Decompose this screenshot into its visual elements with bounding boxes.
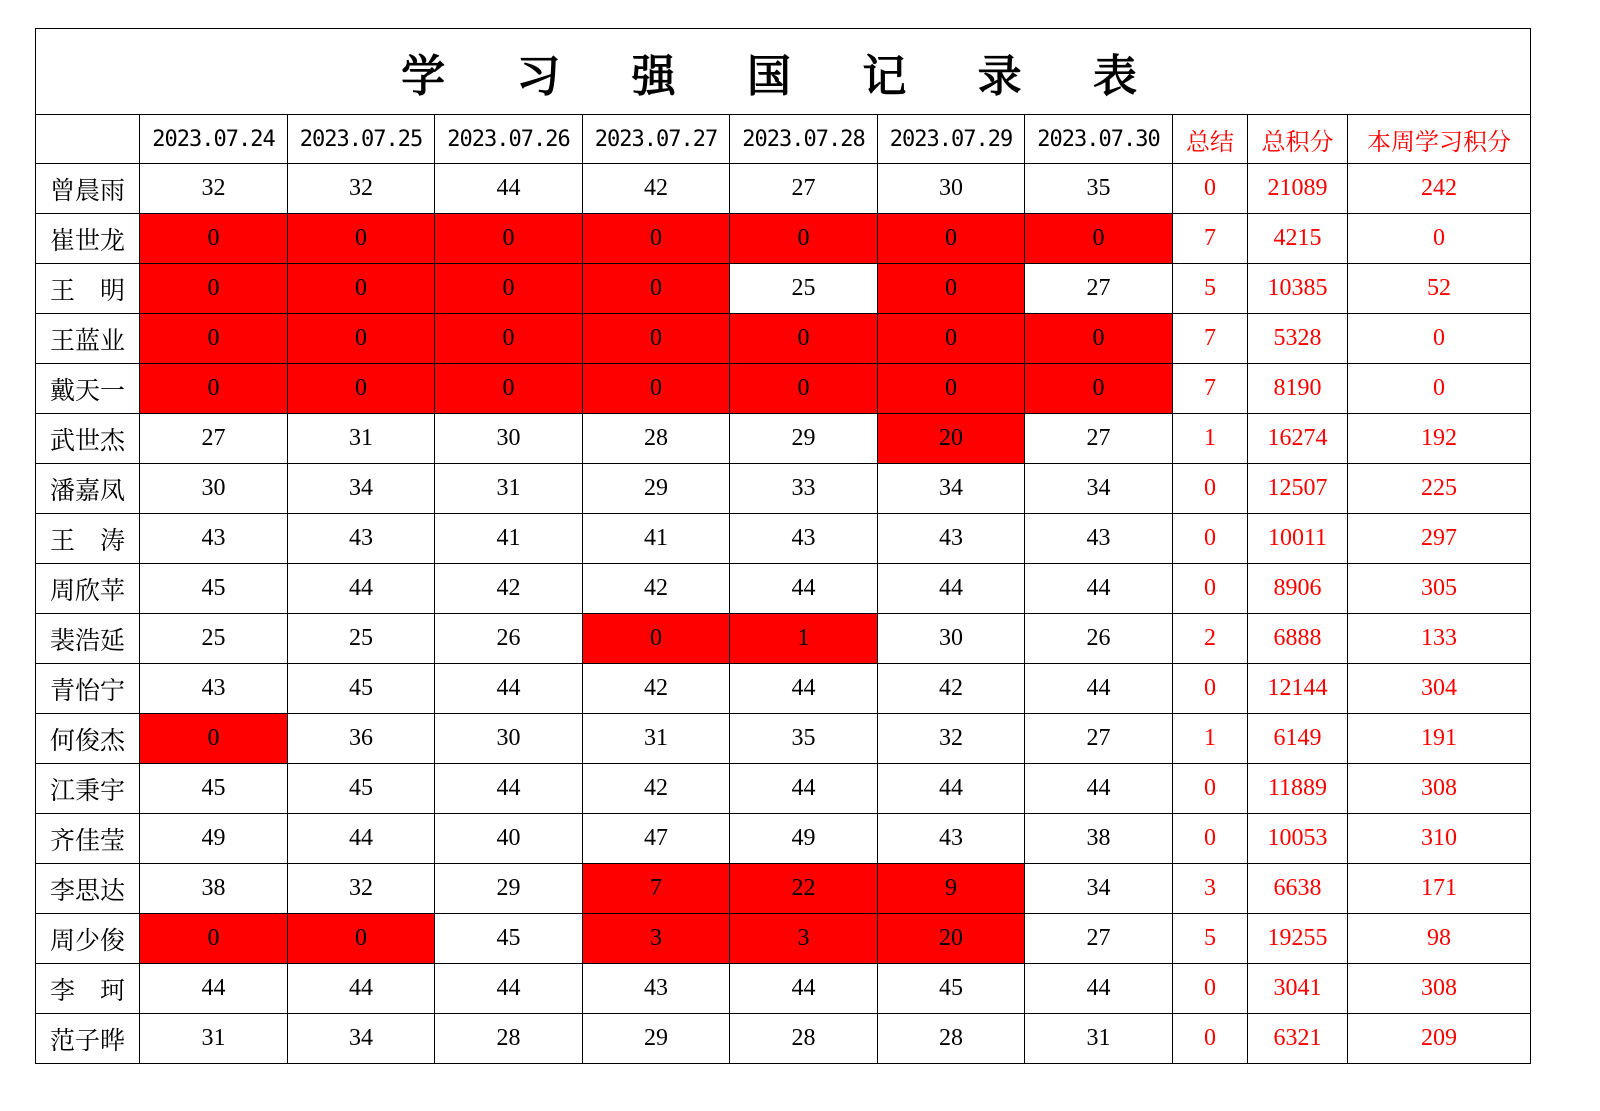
header-weekly: 本周学习积分 — [1348, 115, 1531, 164]
daily-score-cell: 43 — [1025, 514, 1173, 564]
header-row — [36, 115, 1531, 164]
table-body — [36, 164, 1531, 1064]
daily-score-cell: 43 — [288, 514, 435, 564]
student-name: 王蓝业 — [36, 314, 140, 364]
table-row — [36, 214, 1531, 264]
daily-score-cell: 27 — [1025, 714, 1173, 764]
weekly-score-cell: 191 — [1348, 714, 1531, 764]
daily-score-cell: 45 — [288, 664, 435, 714]
table-row — [36, 414, 1531, 464]
weekly-score-cell: 52 — [1348, 264, 1531, 314]
daily-score-cell: 34 — [878, 464, 1025, 514]
daily-score-cell: 44 — [288, 964, 435, 1014]
record-sheet — [35, 28, 1530, 1098]
daily-score-cell: 29 — [435, 864, 583, 914]
daily-score-cell: 31 — [140, 1014, 288, 1064]
student-name: 王 涛 — [36, 514, 140, 564]
daily-score-cell: 0 — [878, 314, 1025, 364]
student-name: 周少俊 — [36, 914, 140, 964]
table-row — [36, 664, 1531, 714]
daily-score-cell: 29 — [583, 1014, 730, 1064]
summary-cell: 7 — [1173, 364, 1248, 414]
summary-cell: 5 — [1173, 264, 1248, 314]
daily-score-cell: 43 — [878, 814, 1025, 864]
daily-score-cell: 45 — [878, 964, 1025, 1014]
student-name: 潘嘉凤 — [36, 464, 140, 514]
weekly-score-cell: 308 — [1348, 764, 1531, 814]
student-name: 周欣苹 — [36, 564, 140, 614]
summary-cell: 0 — [1173, 1014, 1248, 1064]
student-name: 范子晔 — [36, 1014, 140, 1064]
daily-score-cell: 7 — [583, 864, 730, 914]
daily-score-cell: 0 — [435, 314, 583, 364]
daily-score-cell: 0 — [1025, 214, 1173, 264]
daily-score-cell: 42 — [435, 564, 583, 614]
total-score-cell: 10385 — [1248, 264, 1348, 314]
student-name: 李 珂 — [36, 964, 140, 1014]
daily-score-cell: 42 — [583, 764, 730, 814]
daily-score-cell: 28 — [583, 414, 730, 464]
weekly-score-cell: 133 — [1348, 614, 1531, 664]
daily-score-cell: 0 — [288, 214, 435, 264]
student-name: 王 明 — [36, 264, 140, 314]
student-name: 崔世龙 — [36, 214, 140, 264]
daily-score-cell: 44 — [435, 764, 583, 814]
total-score-cell: 12507 — [1248, 464, 1348, 514]
summary-cell: 7 — [1173, 314, 1248, 364]
daily-score-cell: 0 — [435, 264, 583, 314]
student-name: 何俊杰 — [36, 714, 140, 764]
daily-score-cell: 27 — [1025, 414, 1173, 464]
total-score-cell: 11889 — [1248, 764, 1348, 814]
summary-cell: 0 — [1173, 514, 1248, 564]
daily-score-cell: 0 — [583, 614, 730, 664]
daily-score-cell: 41 — [583, 514, 730, 564]
daily-score-cell: 0 — [1025, 314, 1173, 364]
weekly-score-cell: 192 — [1348, 414, 1531, 464]
daily-score-cell: 45 — [140, 764, 288, 814]
daily-score-cell: 31 — [583, 714, 730, 764]
daily-score-cell: 28 — [435, 1014, 583, 1064]
daily-score-cell: 0 — [435, 214, 583, 264]
daily-score-cell: 43 — [730, 514, 878, 564]
total-score-cell: 16274 — [1248, 414, 1348, 464]
table-row — [36, 714, 1531, 764]
daily-score-cell: 25 — [288, 614, 435, 664]
daily-score-cell: 9 — [878, 864, 1025, 914]
daily-score-cell: 38 — [140, 864, 288, 914]
daily-score-cell: 22 — [730, 864, 878, 914]
daily-score-cell: 34 — [1025, 464, 1173, 514]
daily-score-cell: 29 — [583, 464, 730, 514]
daily-score-cell: 0 — [583, 364, 730, 414]
weekly-score-cell: 308 — [1348, 964, 1531, 1014]
daily-score-cell: 27 — [730, 164, 878, 214]
daily-score-cell: 44 — [1025, 764, 1173, 814]
daily-score-cell: 3 — [730, 914, 878, 964]
header-date: 2023.07.26 — [435, 115, 583, 164]
daily-score-cell: 36 — [288, 714, 435, 764]
daily-score-cell: 42 — [583, 664, 730, 714]
daily-score-cell: 42 — [583, 564, 730, 614]
daily-score-cell: 44 — [435, 164, 583, 214]
daily-score-cell: 0 — [288, 914, 435, 964]
daily-score-cell: 0 — [730, 314, 878, 364]
daily-score-cell: 44 — [730, 764, 878, 814]
daily-score-cell: 20 — [878, 414, 1025, 464]
summary-cell: 0 — [1173, 464, 1248, 514]
daily-score-cell: 45 — [140, 564, 288, 614]
daily-score-cell: 33 — [730, 464, 878, 514]
weekly-score-cell: 225 — [1348, 464, 1531, 514]
summary-cell: 5 — [1173, 914, 1248, 964]
daily-score-cell: 43 — [878, 514, 1025, 564]
summary-cell: 0 — [1173, 964, 1248, 1014]
total-score-cell: 3041 — [1248, 964, 1348, 1014]
daily-score-cell: 44 — [1025, 564, 1173, 614]
daily-score-cell: 35 — [1025, 164, 1173, 214]
daily-score-cell: 28 — [878, 1014, 1025, 1064]
daily-score-cell: 26 — [1025, 614, 1173, 664]
daily-score-cell: 0 — [878, 214, 1025, 264]
daily-score-cell: 0 — [140, 914, 288, 964]
daily-score-cell: 0 — [730, 214, 878, 264]
daily-score-cell: 30 — [878, 164, 1025, 214]
daily-score-cell: 43 — [583, 964, 730, 1014]
header-date: 2023.07.29 — [878, 115, 1025, 164]
daily-score-cell: 34 — [288, 1014, 435, 1064]
daily-score-cell: 0 — [140, 364, 288, 414]
daily-score-cell: 45 — [435, 914, 583, 964]
student-name: 武世杰 — [36, 414, 140, 464]
daily-score-cell: 28 — [730, 1014, 878, 1064]
total-score-cell: 12144 — [1248, 664, 1348, 714]
summary-cell: 3 — [1173, 864, 1248, 914]
total-score-cell: 5328 — [1248, 314, 1348, 364]
daily-score-cell: 27 — [1025, 264, 1173, 314]
summary-cell: 0 — [1173, 164, 1248, 214]
daily-score-cell: 30 — [878, 614, 1025, 664]
weekly-score-cell: 0 — [1348, 314, 1531, 364]
daily-score-cell: 32 — [288, 164, 435, 214]
daily-score-cell: 40 — [435, 814, 583, 864]
daily-score-cell: 44 — [878, 564, 1025, 614]
weekly-score-cell: 209 — [1348, 1014, 1531, 1064]
summary-cell: 0 — [1173, 564, 1248, 614]
header-name — [36, 115, 140, 164]
student-name: 裴浩延 — [36, 614, 140, 664]
total-score-cell: 21089 — [1248, 164, 1348, 214]
daily-score-cell: 41 — [435, 514, 583, 564]
table-row — [36, 264, 1531, 314]
daily-score-cell: 25 — [730, 264, 878, 314]
weekly-score-cell: 0 — [1348, 214, 1531, 264]
daily-score-cell: 42 — [878, 664, 1025, 714]
header-date: 2023.07.30 — [1025, 115, 1173, 164]
total-score-cell: 6638 — [1248, 864, 1348, 914]
header-summary: 总结 — [1173, 115, 1248, 164]
daily-score-cell: 0 — [878, 364, 1025, 414]
daily-score-cell: 32 — [878, 714, 1025, 764]
weekly-score-cell: 171 — [1348, 864, 1531, 914]
daily-score-cell: 0 — [435, 364, 583, 414]
daily-score-cell: 45 — [288, 764, 435, 814]
daily-score-cell: 49 — [730, 814, 878, 864]
daily-score-cell: 47 — [583, 814, 730, 864]
daily-score-cell: 27 — [1025, 914, 1173, 964]
weekly-score-cell: 310 — [1348, 814, 1531, 864]
daily-score-cell: 31 — [288, 414, 435, 464]
table-row — [36, 914, 1531, 964]
summary-cell: 2 — [1173, 614, 1248, 664]
weekly-score-cell: 305 — [1348, 564, 1531, 614]
table-row — [36, 464, 1531, 514]
total-score-cell: 10053 — [1248, 814, 1348, 864]
header-date: 2023.07.24 — [140, 115, 288, 164]
record-table — [35, 28, 1531, 1064]
table-row — [36, 314, 1531, 364]
table-row — [36, 164, 1531, 214]
daily-score-cell: 20 — [878, 914, 1025, 964]
daily-score-cell: 0 — [583, 314, 730, 364]
daily-score-cell: 44 — [878, 764, 1025, 814]
daily-score-cell: 0 — [140, 714, 288, 764]
daily-score-cell: 25 — [140, 614, 288, 664]
total-score-cell: 8190 — [1248, 364, 1348, 414]
student-name: 李思达 — [36, 864, 140, 914]
daily-score-cell: 35 — [730, 714, 878, 764]
summary-cell: 0 — [1173, 764, 1248, 814]
table-row — [36, 614, 1531, 664]
daily-score-cell: 1 — [730, 614, 878, 664]
daily-score-cell: 30 — [140, 464, 288, 514]
table-row — [36, 564, 1531, 614]
daily-score-cell: 44 — [435, 964, 583, 1014]
daily-score-cell: 0 — [288, 364, 435, 414]
table-row — [36, 864, 1531, 914]
header-total: 总积分 — [1248, 115, 1348, 164]
table-row — [36, 964, 1531, 1014]
daily-score-cell: 0 — [140, 264, 288, 314]
total-score-cell: 6321 — [1248, 1014, 1348, 1064]
daily-score-cell: 0 — [730, 364, 878, 414]
summary-cell: 7 — [1173, 214, 1248, 264]
daily-score-cell: 44 — [730, 664, 878, 714]
total-score-cell: 4215 — [1248, 214, 1348, 264]
daily-score-cell: 42 — [583, 164, 730, 214]
weekly-score-cell: 98 — [1348, 914, 1531, 964]
total-score-cell: 8906 — [1248, 564, 1348, 614]
daily-score-cell: 44 — [435, 664, 583, 714]
daily-score-cell: 30 — [435, 714, 583, 764]
daily-score-cell: 32 — [288, 864, 435, 914]
daily-score-cell: 34 — [288, 464, 435, 514]
daily-score-cell: 43 — [140, 664, 288, 714]
daily-score-cell: 0 — [583, 264, 730, 314]
daily-score-cell: 32 — [140, 164, 288, 214]
weekly-score-cell: 304 — [1348, 664, 1531, 714]
header-date: 2023.07.27 — [583, 115, 730, 164]
sheet-title: 学 习 强 国 记 录 表 — [36, 29, 1531, 115]
table-row — [36, 814, 1531, 864]
daily-score-cell: 49 — [140, 814, 288, 864]
header-date: 2023.07.25 — [288, 115, 435, 164]
daily-score-cell: 26 — [435, 614, 583, 664]
daily-score-cell: 0 — [140, 214, 288, 264]
student-name: 齐佳莹 — [36, 814, 140, 864]
daily-score-cell: 27 — [140, 414, 288, 464]
summary-cell: 1 — [1173, 414, 1248, 464]
table-row — [36, 764, 1531, 814]
student-name: 曾晨雨 — [36, 164, 140, 214]
daily-score-cell: 34 — [1025, 864, 1173, 914]
daily-score-cell: 31 — [1025, 1014, 1173, 1064]
daily-score-cell: 44 — [730, 964, 878, 1014]
daily-score-cell: 29 — [730, 414, 878, 464]
daily-score-cell: 0 — [583, 214, 730, 264]
weekly-score-cell: 297 — [1348, 514, 1531, 564]
daily-score-cell: 0 — [140, 314, 288, 364]
table-row — [36, 364, 1531, 414]
total-score-cell: 19255 — [1248, 914, 1348, 964]
daily-score-cell: 44 — [730, 564, 878, 614]
table-row — [36, 514, 1531, 564]
daily-score-cell: 44 — [288, 814, 435, 864]
summary-cell: 0 — [1173, 664, 1248, 714]
daily-score-cell: 3 — [583, 914, 730, 964]
total-score-cell: 6149 — [1248, 714, 1348, 764]
weekly-score-cell: 242 — [1348, 164, 1531, 214]
daily-score-cell: 44 — [1025, 664, 1173, 714]
total-score-cell: 6888 — [1248, 614, 1348, 664]
summary-cell: 1 — [1173, 714, 1248, 764]
total-score-cell: 10011 — [1248, 514, 1348, 564]
daily-score-cell: 0 — [878, 264, 1025, 314]
daily-score-cell: 44 — [140, 964, 288, 1014]
summary-cell: 0 — [1173, 814, 1248, 864]
student-name: 江秉宇 — [36, 764, 140, 814]
weekly-score-cell: 0 — [1348, 364, 1531, 414]
daily-score-cell: 38 — [1025, 814, 1173, 864]
daily-score-cell: 0 — [1025, 364, 1173, 414]
table-row — [36, 1014, 1531, 1064]
daily-score-cell: 44 — [1025, 964, 1173, 1014]
student-name: 青怡宁 — [36, 664, 140, 714]
header-date: 2023.07.28 — [730, 115, 878, 164]
student-name: 戴天一 — [36, 364, 140, 414]
daily-score-cell: 0 — [288, 264, 435, 314]
daily-score-cell: 44 — [288, 564, 435, 614]
daily-score-cell: 0 — [288, 314, 435, 364]
daily-score-cell: 43 — [140, 514, 288, 564]
daily-score-cell: 30 — [435, 414, 583, 464]
daily-score-cell: 31 — [435, 464, 583, 514]
